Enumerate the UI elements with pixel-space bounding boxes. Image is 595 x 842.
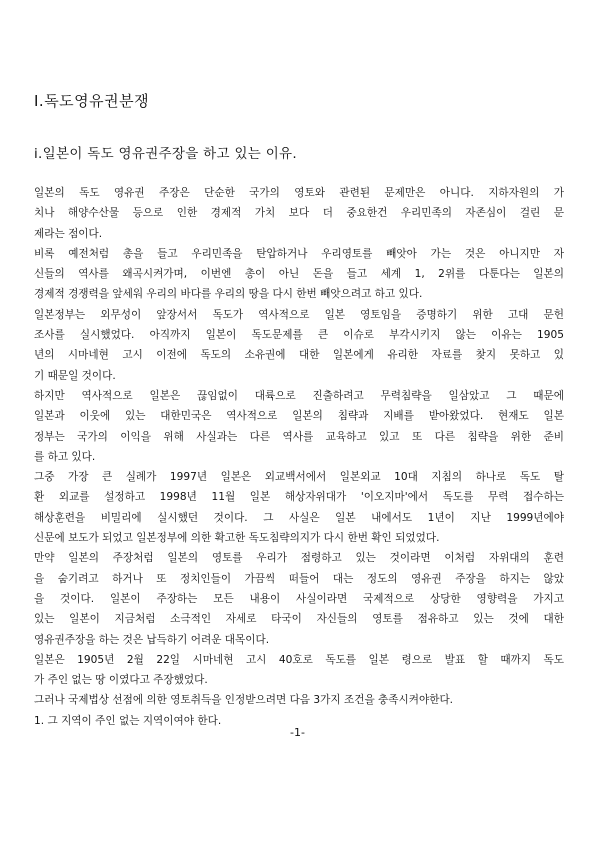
text-line: 일본은 1905년 2월 22일 시마네현 고시 40호로 독도를 일본 령으로 발표 할 때까지 독도	[34, 653, 564, 666]
section-title: Ⅰ.독도영유권분쟁	[34, 92, 150, 110]
text-line: 경제적 경쟁력을 앞세워 우리의 바다를 우리의 땅을 다시 한번 빼앗으려고 하고 있다.	[34, 288, 423, 301]
text-line: 영유권주장을 하는 것은 납득하기 어려운 대목이다.	[34, 633, 270, 646]
page-number: -1-	[290, 726, 305, 739]
text-line: 해상훈련을 비밀리에 실시했던 것이다. 그 사실은 일본 내에서도 1년이 지난 1999년에야	[34, 511, 564, 524]
text-line: 1. 그 지역이 주인 없는 지역이여야 한다.	[34, 714, 222, 727]
text-line: 년의 시마네현 고시 이전에 독도의 소유권에 대한 일본에게 유리한 자료를 찾지 못하고 있	[34, 349, 564, 362]
text-line: 정부는 국가의 이익을 위해 사실과는 다른 역사를 교육하고 있고 또 다른 침략을 위한 준비	[34, 430, 564, 443]
text-line: 일본정부는 외무성이 앞장서서 독도가 역사적으로 일본 영토임을 증명하기 위한 고대 문헌	[34, 308, 564, 321]
text-line: 그중 가장 큰 실례가 1997년 일본은 외교백서에서 일본외교 10대 지침의 하나로 독도 탈	[34, 471, 564, 484]
text-line: 일본의 독도 영유권 주장은 단순한 국가의 영토와 관련된 문제만은 아니다. 지하자원의 가	[34, 187, 564, 199]
text-line: 만약 일본의 주장처럼 일본의 영토를 우리가 점령하고 있는 것이라면 이처럼 자위대의 훈련	[34, 552, 564, 565]
text-line: 그러나 국제법상 선점에 의한 영토취득을 인정받으려면 다음 3가지 조건을 충족시켜야한다.	[34, 694, 454, 707]
text-line: 신문에 보도가 되었고 일본정부에 의한 확고한 독도침략의지가 다시 한번 확인 되었었다.	[34, 532, 440, 545]
text-line: 제라는 점이다.	[34, 227, 103, 240]
text-line: 일본과 이웃에 있는 대한민국은 역사적으로 일본의 침략과 지배를 받아왔었다. 현재도 일본	[34, 410, 564, 423]
text-line: 하지만 역사적으로 일본은 끊임없이 대륙으로 진출하려고 무력침략을 일삼았고 그 때문에	[34, 389, 564, 402]
text-line: 환 외교를 설정하고 1998년 11월 일본 해상자위대가 '이오지마'에서 독도를 무력 접수하는	[34, 491, 564, 504]
body-text	[34, 183, 564, 731]
text-line: 가 주인 없는 땅 이였다고 주장했었다.	[34, 674, 208, 687]
text-line: 조사를 실시했었다. 아직까지 일본이 독도문제를 큰 이슈로 부각시키지 않는 이유는 1905	[34, 329, 564, 342]
text-line: 를 하고 있다.	[34, 450, 96, 463]
text-line: 을 숨기려고 하거나 또 정치인들이 가끔씩 떠들어 대는 정도의 영유권 주장을 하지는 않았	[34, 572, 564, 585]
subsection-title: ⅰ.일본이 독도 영유권주장을 하고 있는 이유.	[34, 146, 297, 162]
text-line: 비록 예전처럼 총을 들고 우리민족을 탄압하거나 우리영토를 빼앗아 가는 것은 아니지만 자	[34, 247, 564, 260]
text-line: 신들의 역사를 왜곡시켜가며, 이번엔 총이 아닌 돈을 들고 세계 1, 2위를 다툰다는 일본의	[34, 268, 564, 281]
text-line: 기 때문일 것이다.	[34, 369, 116, 382]
text-line: 있는 일본이 지금처럼 소극적인 자세로 타국이 자신들의 영토를 점유하고 있는 것에 대한	[34, 613, 564, 626]
text-line: 치나 해양수산물 등으로 인한 경제적 가치 보다 더 중요한건 우리민족의 자존심이 걸린 문	[34, 207, 564, 220]
text-line: 을 것이다. 일본이 주장하는 모든 내용이 사실이라면 국제적으로 상당한 영향력을 가지고	[34, 592, 564, 605]
